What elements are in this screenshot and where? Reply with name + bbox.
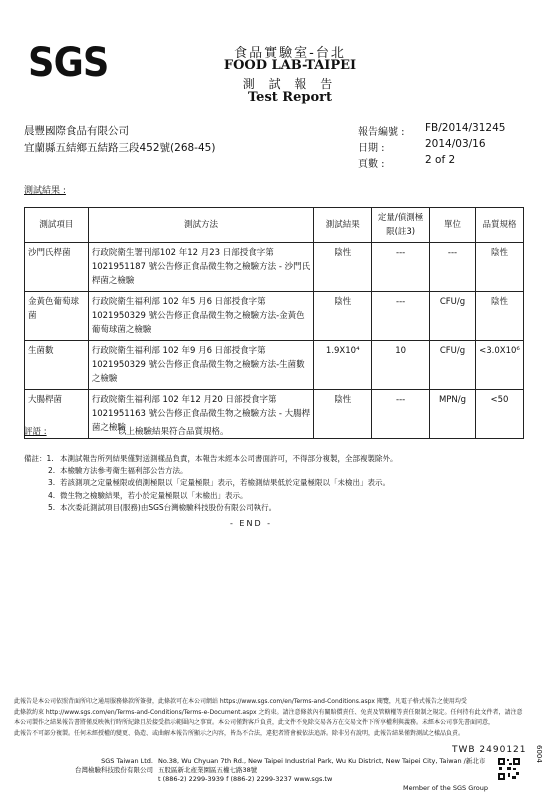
remark-label: 評語 :	[24, 427, 47, 437]
note-line	[24, 502, 524, 514]
note-label: 備註：1.	[24, 454, 54, 463]
results-table	[24, 207, 524, 439]
footer-terms	[14, 697, 524, 739]
cell-unit: MPN/g	[430, 390, 476, 439]
cell-method: 行政院衛生福利部 102 年9 月6 日部授食字第1021950329 號公告修正食品微生物之檢驗方法-生菌數之檢驗	[88, 341, 313, 390]
table-header-row	[25, 208, 524, 243]
note-line	[24, 453, 524, 465]
note-label: 5.	[48, 502, 56, 512]
company-name-zh: 台灣檢驗科技股份有限公司	[75, 766, 153, 774]
table-row	[25, 292, 524, 341]
table-row	[25, 243, 524, 292]
cell-limit: ---	[372, 243, 430, 292]
report-date-label: 日期 :	[358, 143, 385, 154]
client-name: 晨豐國際食品有限公司	[24, 125, 129, 137]
report-date-value: 2014/03/16	[425, 138, 486, 150]
note-text: 本檢驗方法參考衛生福利部公告方法。	[60, 466, 188, 476]
notes-block	[24, 453, 524, 514]
bottom-company	[63, 757, 153, 775]
note-text: 微生物之檢驗結果，若小於定量極限以「未檢出」表示。	[60, 490, 248, 500]
qr-code-icon	[497, 757, 521, 781]
cell-limit: 10	[372, 341, 430, 390]
col-header-limit: 定量/偵測極限(註3)	[372, 208, 430, 243]
contact-line: t (886-2) 2299-3939 f (886-2) 2299-3237 www.sgs.tw	[158, 775, 333, 783]
cell-spec: <50	[475, 390, 523, 439]
footer-line: 此報告不可部分複製。任何未經授權的變更、偽造、或曲解本報告所顯示之內容，皆為不合法，違犯者將會被依法追訴。除非另有說明，此報告結果僅對測試之樣品負責。	[14, 729, 465, 737]
end-mark: - END -	[230, 519, 273, 528]
cell-result: 陰性	[314, 390, 372, 439]
note-text: 本測試報告所列結果僅對送測樣品負責，本報告未經本公司書面許可，不得部分複製，全部複製除外。	[60, 454, 398, 463]
cell-limit: ---	[372, 292, 430, 341]
col-header-method: 測試方法	[88, 208, 313, 243]
note-label: 2.	[48, 466, 56, 476]
cell-item: 金黃色葡萄球菌	[25, 292, 89, 341]
remark-text: 以上檢驗結果符合品質規格。	[118, 427, 229, 437]
cell-method: 行政院衛生福利部 102 年5 月6 日部授食字第1021950329 號公告修正食品微生物之檢驗方法-金黃色葡萄球菌之檢驗	[88, 292, 313, 341]
report-number-label: 報告編號 :	[358, 127, 405, 138]
note-text: 若該測項之定量極限或偵測極限以「定量極限」表示，若檢測結果低於定量極限以「未檢出」表示。	[60, 478, 390, 488]
company-name-en: SGS Taiwan Ltd.	[101, 757, 153, 765]
cell-method: 行政院衛生福利部 102 年12 月20 日部授食字第1021951163 號公告修正食品微生物之檢驗方法 - 大腸桿菌之檢驗	[88, 390, 313, 439]
cell-item: 大腸桿菌	[25, 390, 89, 439]
cell-result: 1.9X10⁴	[314, 341, 372, 390]
cell-limit: ---	[372, 390, 430, 439]
cell-spec: 陰性	[475, 243, 523, 292]
note-label: 3.	[48, 478, 56, 488]
cell-unit: ---	[430, 243, 476, 292]
cell-spec: <3.0X10⁶	[475, 341, 523, 390]
cell-unit: CFU/g	[430, 341, 476, 390]
page-count-label: 頁數 :	[358, 159, 385, 170]
lab-name-en: FOOD LAB-TAIPEI	[223, 58, 357, 73]
sgs-logo: SGS	[28, 40, 109, 86]
table-row	[25, 390, 524, 439]
section-title: 測試結果 :	[24, 186, 66, 196]
cell-method: 行政院衛生署刊部102 年12 月23 日部授食字第1021951187 號公告修正食品微生物之檢驗方法 - 沙門氏桿菌之檢驗	[88, 243, 313, 292]
cell-result: 陰性	[314, 243, 372, 292]
cell-item: 生菌數	[25, 341, 89, 390]
page-code: 6004	[535, 745, 543, 763]
group-tag: Member of the SGS Group	[402, 784, 488, 792]
note-line	[24, 465, 524, 477]
page-count-value: 2 of 2	[425, 154, 456, 166]
footer-line: 此條款約束 http://www.sgs.com/en/Terms-and-Conditions/Terms-e-Document.aspx 之約束。請注意條款內有關賠償責任、免責及管轄權等責任限制之規定。任何持有此文件者，請注意	[14, 708, 523, 716]
cell-result: 陰性	[314, 292, 372, 341]
client-address: 宜蘭縣五結鄉五結路三段452號(268-45)	[24, 142, 216, 154]
col-header-unit: 單位	[430, 208, 476, 243]
report-title-zh: 測 試 報 告	[242, 77, 338, 91]
col-header-spec: 品質規格	[475, 208, 523, 243]
cell-unit: CFU/g	[430, 292, 476, 341]
report-number-value: FB/2014/31245	[425, 122, 506, 134]
note-line	[24, 477, 524, 489]
footer-line: 本公司製作之結果報告書將僅反映執行時所紀錄且於接受指示範圍內之事實。本公司僅對客戶負責，此文件不免除交易各方在交易文件下所享權利與義務。未經本公司事先書面同意，	[14, 719, 495, 726]
serial-number: TWB 2490121	[452, 745, 527, 755]
note-text: 本次委託測試項目(服務)由SGS台灣檢驗科技股份有限公司執行。	[60, 502, 277, 512]
col-header-item: 測試項目	[25, 208, 89, 243]
report-title-en: Test Report	[248, 90, 332, 105]
cell-item: 沙門氏桿菌	[25, 243, 89, 292]
bottom-address	[158, 757, 488, 793]
address-line: No.38, Wu Chyuan 7th Rd., New Taipei Industrial Park, Wu Ku District, New Taipei City, Taiwan /新北市五股區新北產業園區五權七路38號	[158, 757, 486, 774]
cell-spec: 陰性	[475, 292, 523, 341]
note-label: 4.	[48, 490, 56, 500]
footer-line: 此報告是本公司依照背面所印之通用服務條款所簽發，此條款可在本公司網站 https://www.sgs.com/en/Terms-and-Conditions.aspx 閱覽，凡電子格式報告之使用均受	[14, 698, 467, 705]
note-line	[24, 490, 524, 502]
lab-name-zh: 食品實驗室-台北	[234, 46, 346, 61]
table-row	[25, 341, 524, 390]
col-header-result: 測試結果	[314, 208, 372, 243]
